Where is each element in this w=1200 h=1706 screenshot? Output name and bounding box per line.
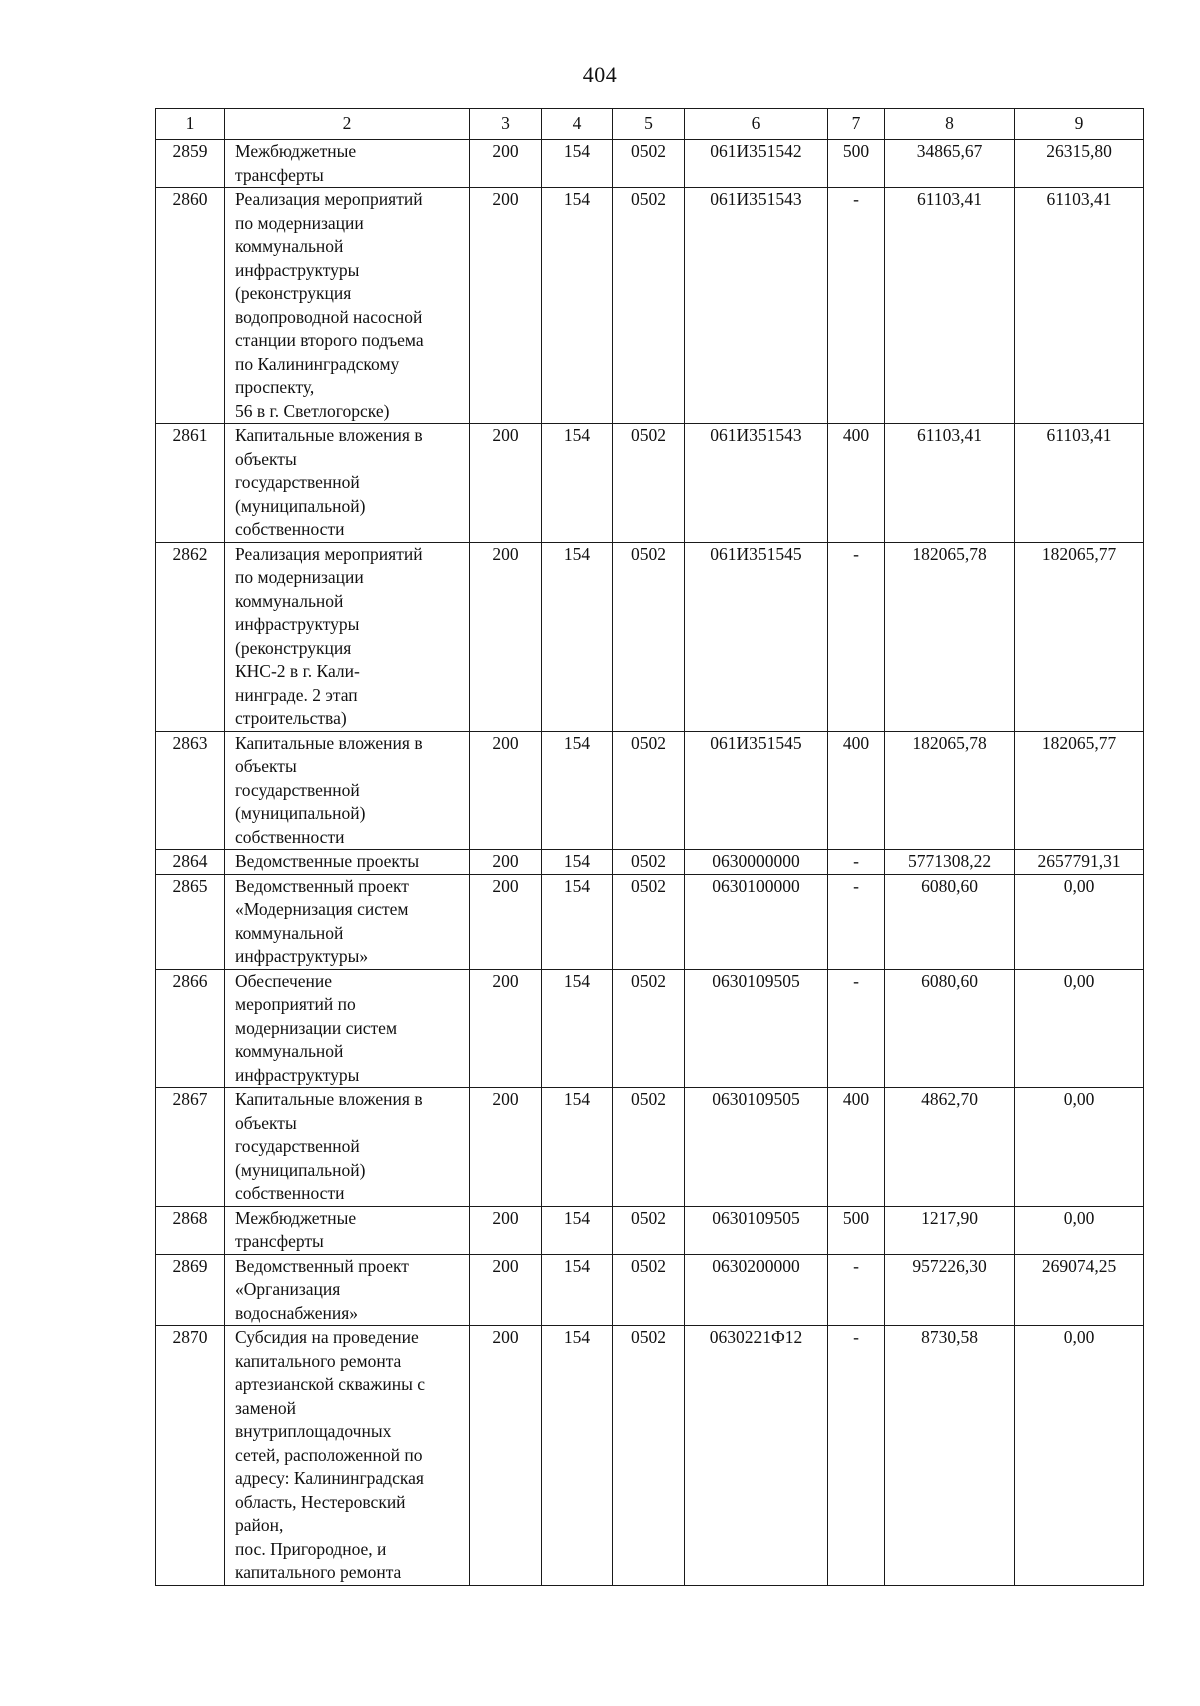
section-code-cell: 154 bbox=[542, 188, 613, 424]
section-code-cell: 154 bbox=[542, 1088, 613, 1207]
amount-year-1-cell: 1217,90 bbox=[885, 1206, 1015, 1254]
header-cell: 8 bbox=[885, 109, 1015, 140]
table-row bbox=[156, 969, 1144, 1088]
target-article-cell: 061И351542 bbox=[685, 140, 828, 188]
item-name-line: нинграде. 2 этап bbox=[235, 684, 358, 705]
item-name-cell bbox=[225, 542, 470, 731]
row-number-cell: 2869 bbox=[156, 1254, 225, 1326]
item-name-cell bbox=[225, 1206, 470, 1254]
item-name-line: проспекту, bbox=[235, 377, 315, 397]
amount-year-2-cell: 61103,41 bbox=[1015, 188, 1144, 424]
subsection-code-cell: 0502 bbox=[613, 140, 685, 188]
ministry-code-cell: 200 bbox=[470, 542, 542, 731]
ministry-code-cell: 200 bbox=[470, 1088, 542, 1207]
item-name-line: модернизации систем bbox=[235, 1017, 398, 1038]
section-code-cell: 154 bbox=[542, 731, 613, 850]
item-name-cell bbox=[225, 731, 470, 850]
target-article-cell: 0630109505 bbox=[685, 1206, 828, 1254]
table-row bbox=[156, 874, 1144, 969]
item-name-line: инфраструктуры bbox=[235, 1064, 360, 1085]
item-name-line: коммунальной bbox=[235, 922, 344, 943]
item-name-cell bbox=[225, 850, 470, 875]
expense-type-cell: - bbox=[828, 969, 885, 1088]
expense-type-cell: - bbox=[828, 188, 885, 424]
item-name-line: Реализация мероприятий bbox=[235, 543, 423, 564]
ministry-code-cell: 200 bbox=[470, 1326, 542, 1586]
section-code-cell: 154 bbox=[542, 850, 613, 875]
section-code-cell: 154 bbox=[542, 542, 613, 731]
item-name-line: собственности bbox=[235, 519, 345, 539]
amount-year-1-cell: 6080,60 bbox=[885, 874, 1015, 969]
expense-type-cell: 400 bbox=[828, 731, 885, 850]
item-name-line: Межбюджетные bbox=[235, 141, 357, 161]
item-name-cell bbox=[225, 1254, 470, 1326]
amount-year-1-cell: 182065,78 bbox=[885, 542, 1015, 731]
ministry-code-cell: 200 bbox=[470, 874, 542, 969]
amount-year-2-cell: 182065,77 bbox=[1015, 542, 1144, 731]
table-row bbox=[156, 542, 1144, 731]
subsection-code-cell: 0502 bbox=[613, 969, 685, 1088]
item-name-cell bbox=[225, 424, 470, 543]
table-header-row bbox=[156, 109, 1144, 140]
page-number: 404 bbox=[582, 62, 618, 87]
header-cell: 2 bbox=[225, 109, 470, 140]
item-name-line: инфраструктуры bbox=[235, 614, 360, 634]
target-article-cell: 0630109505 bbox=[685, 969, 828, 1088]
item-name-line: (муниципальной) bbox=[235, 495, 366, 516]
target-article-cell: 0630109505 bbox=[685, 1088, 828, 1207]
item-name-line: объекты bbox=[235, 756, 297, 776]
row-number-cell: 2867 bbox=[156, 1088, 225, 1207]
subsection-code-cell: 0502 bbox=[613, 850, 685, 875]
amount-year-2-cell: 0,00 bbox=[1015, 874, 1144, 969]
item-name-line: артезианской скважины с bbox=[235, 1374, 425, 1394]
item-name-line: Реализация мероприятий bbox=[235, 189, 423, 209]
item-name-line: мероприятий по bbox=[235, 994, 356, 1014]
table-row bbox=[156, 424, 1144, 543]
item-name-line: Межбюджетные bbox=[235, 1207, 357, 1228]
item-name-line: государственной bbox=[235, 779, 360, 800]
item-name-cell bbox=[225, 969, 470, 1088]
header-cell: 7 bbox=[828, 109, 885, 140]
expense-type-cell: 400 bbox=[828, 424, 885, 543]
item-name-line: трансферты bbox=[235, 1231, 324, 1251]
row-number-cell: 2862 bbox=[156, 542, 225, 731]
ministry-code-cell: 200 bbox=[470, 1206, 542, 1254]
ministry-code-cell: 200 bbox=[470, 969, 542, 1088]
ministry-code-cell: 200 bbox=[470, 140, 542, 188]
item-name-line: коммунальной bbox=[235, 1041, 344, 1061]
amount-year-2-cell: 61103,41 bbox=[1015, 424, 1144, 543]
subsection-code-cell: 0502 bbox=[613, 542, 685, 731]
section-code-cell: 154 bbox=[542, 1206, 613, 1254]
row-number-cell: 2861 bbox=[156, 424, 225, 543]
ministry-code-cell: 200 bbox=[470, 850, 542, 875]
item-name-line: строительства) bbox=[235, 708, 347, 728]
item-name-line: инфраструктуры» bbox=[235, 946, 369, 966]
item-name-line: «Организация bbox=[235, 1279, 341, 1299]
amount-year-2-cell: 0,00 bbox=[1015, 1088, 1144, 1207]
item-name-line: объекты bbox=[235, 448, 297, 469]
expense-type-cell: - bbox=[828, 874, 885, 969]
amount-year-2-cell: 182065,77 bbox=[1015, 731, 1144, 850]
amount-year-2-cell: 2657791,31 bbox=[1015, 850, 1144, 875]
table-row bbox=[156, 188, 1144, 424]
item-name-line: область, Нестеровский bbox=[235, 1491, 406, 1512]
item-name-line: по модернизации bbox=[235, 567, 364, 587]
target-article-cell: 061И351545 bbox=[685, 731, 828, 850]
target-article-cell: 061И351545 bbox=[685, 542, 828, 731]
item-name-line: сетей, расположенной по bbox=[235, 1444, 423, 1465]
amount-year-2-cell: 0,00 bbox=[1015, 1206, 1144, 1254]
amount-year-1-cell: 957226,30 bbox=[885, 1254, 1015, 1326]
ministry-code-cell: 200 bbox=[470, 731, 542, 850]
item-name-line: (муниципальной) bbox=[235, 1159, 366, 1180]
target-article-cell: 0630200000 bbox=[685, 1254, 828, 1326]
table-row bbox=[156, 731, 1144, 850]
row-number-cell: 2870 bbox=[156, 1326, 225, 1586]
expense-type-cell: 500 bbox=[828, 1206, 885, 1254]
ministry-code-cell: 200 bbox=[470, 188, 542, 424]
amount-year-1-cell: 5771308,22 bbox=[885, 850, 1015, 875]
item-name-line: Ведомственные проекты bbox=[235, 851, 420, 871]
item-name-line: собственности bbox=[235, 1183, 345, 1203]
row-number-cell: 2865 bbox=[156, 874, 225, 969]
item-name-cell bbox=[225, 1088, 470, 1207]
item-name-line: адресу: Калининградская bbox=[235, 1468, 424, 1488]
expense-type-cell: 400 bbox=[828, 1088, 885, 1207]
table-row bbox=[156, 850, 1144, 875]
table-row bbox=[156, 1254, 1144, 1326]
item-name-cell bbox=[225, 1326, 470, 1586]
section-code-cell: 154 bbox=[542, 140, 613, 188]
table-row bbox=[156, 140, 1144, 188]
amount-year-1-cell: 4862,70 bbox=[885, 1088, 1015, 1207]
item-name-line: (муниципальной) bbox=[235, 803, 366, 823]
amount-year-1-cell: 34865,67 bbox=[885, 140, 1015, 188]
item-name-line: КНС-2 в г. Кали- bbox=[235, 661, 360, 681]
header-cell: 5 bbox=[613, 109, 685, 140]
amount-year-1-cell: 182065,78 bbox=[885, 731, 1015, 850]
item-name-line: район, bbox=[235, 1515, 284, 1535]
row-number-cell: 2866 bbox=[156, 969, 225, 1088]
target-article-cell: 0630100000 bbox=[685, 874, 828, 969]
item-name-line: (реконструкция bbox=[235, 637, 352, 658]
item-name-line: инфраструктуры bbox=[235, 259, 360, 280]
budget-table bbox=[155, 108, 1144, 1586]
row-number-cell: 2864 bbox=[156, 850, 225, 875]
amount-year-1-cell: 6080,60 bbox=[885, 969, 1015, 1088]
item-name-line: Ведомственный проект bbox=[235, 1255, 409, 1276]
row-number-cell: 2859 bbox=[156, 140, 225, 188]
amount-year-2-cell: 0,00 bbox=[1015, 969, 1144, 1088]
header-cell: 6 bbox=[685, 109, 828, 140]
item-name-line: 56 в г. Светлогорске) bbox=[235, 400, 390, 421]
target-article-cell: 061И351543 bbox=[685, 424, 828, 543]
amount-year-2-cell: 269074,25 bbox=[1015, 1254, 1144, 1326]
subsection-code-cell: 0502 bbox=[613, 1088, 685, 1207]
table-row bbox=[156, 1088, 1144, 1207]
item-name-line: заменой bbox=[235, 1397, 297, 1418]
item-name-line: государственной bbox=[235, 1136, 360, 1156]
item-name-cell bbox=[225, 140, 470, 188]
section-code-cell: 154 bbox=[542, 874, 613, 969]
amount-year-1-cell: 61103,41 bbox=[885, 424, 1015, 543]
subsection-code-cell: 0502 bbox=[613, 1326, 685, 1586]
row-number-cell: 2860 bbox=[156, 188, 225, 424]
row-number-cell: 2868 bbox=[156, 1206, 225, 1254]
item-name-line: Ведомственный проект bbox=[235, 875, 409, 896]
item-name-line: станции второго подъема bbox=[235, 330, 424, 350]
table-row bbox=[156, 1326, 1144, 1586]
table-row bbox=[156, 1206, 1144, 1254]
target-article-cell: 0630221Ф12 bbox=[685, 1326, 828, 1586]
item-name-line: Обеспечение bbox=[235, 970, 333, 991]
item-name-line: по модернизации bbox=[235, 212, 364, 233]
item-name-line: трансферты bbox=[235, 164, 324, 185]
subsection-code-cell: 0502 bbox=[613, 1206, 685, 1254]
target-article-cell: 061И351543 bbox=[685, 188, 828, 424]
row-number-cell: 2863 bbox=[156, 731, 225, 850]
header-cell: 9 bbox=[1015, 109, 1144, 140]
expense-type-cell: - bbox=[828, 1326, 885, 1586]
item-name-line: пос. Пригородное, и bbox=[235, 1538, 387, 1559]
subsection-code-cell: 0502 bbox=[613, 1254, 685, 1326]
table-body bbox=[156, 109, 1144, 1586]
section-code-cell: 154 bbox=[542, 969, 613, 1088]
item-name-line: водопроводной насосной bbox=[235, 306, 423, 327]
expense-type-cell: - bbox=[828, 850, 885, 875]
subsection-code-cell: 0502 bbox=[613, 188, 685, 424]
expense-type-cell: - bbox=[828, 542, 885, 731]
expense-type-cell: 500 bbox=[828, 140, 885, 188]
section-code-cell: 154 bbox=[542, 424, 613, 543]
subsection-code-cell: 0502 bbox=[613, 874, 685, 969]
header-cell: 1 bbox=[156, 109, 225, 140]
amount-year-1-cell: 8730,58 bbox=[885, 1326, 1015, 1586]
item-name-line: Капитальные вложения в bbox=[235, 732, 423, 753]
amount-year-1-cell: 61103,41 bbox=[885, 188, 1015, 424]
amount-year-2-cell: 0,00 bbox=[1015, 1326, 1144, 1586]
amount-year-2-cell: 26315,80 bbox=[1015, 140, 1144, 188]
section-code-cell: 154 bbox=[542, 1326, 613, 1586]
header-cell: 4 bbox=[542, 109, 613, 140]
expense-type-cell: - bbox=[828, 1254, 885, 1326]
subsection-code-cell: 0502 bbox=[613, 731, 685, 850]
item-name-line: (реконструкция bbox=[235, 283, 352, 303]
item-name-line: по Калининградскому bbox=[235, 353, 400, 374]
item-name-line: коммунальной bbox=[235, 236, 344, 256]
section-code-cell: 154 bbox=[542, 1254, 613, 1326]
item-name-line: государственной bbox=[235, 472, 360, 492]
item-name-line: Субсидия на проведение bbox=[235, 1327, 419, 1347]
ministry-code-cell: 200 bbox=[470, 1254, 542, 1326]
item-name-line: Капитальные вложения в bbox=[235, 425, 423, 445]
item-name-cell bbox=[225, 874, 470, 969]
subsection-code-cell: 0502 bbox=[613, 424, 685, 543]
ministry-code-cell: 200 bbox=[470, 424, 542, 543]
header-cell: 3 bbox=[470, 109, 542, 140]
item-name-line: собственности bbox=[235, 826, 345, 847]
item-name-line: Капитальные вложения в bbox=[235, 1089, 423, 1109]
item-name-line: «Модернизация систем bbox=[235, 899, 409, 919]
item-name-line: капитального ремонта bbox=[235, 1562, 402, 1582]
item-name-cell bbox=[225, 188, 470, 424]
item-name-line: коммунальной bbox=[235, 590, 344, 611]
item-name-line: водоснабжения» bbox=[235, 1302, 359, 1323]
item-name-line: капитального ремонта bbox=[235, 1350, 402, 1371]
target-article-cell: 0630000000 bbox=[685, 850, 828, 875]
item-name-line: объекты bbox=[235, 1112, 297, 1133]
item-name-line: внутриплощадочных bbox=[235, 1421, 392, 1441]
